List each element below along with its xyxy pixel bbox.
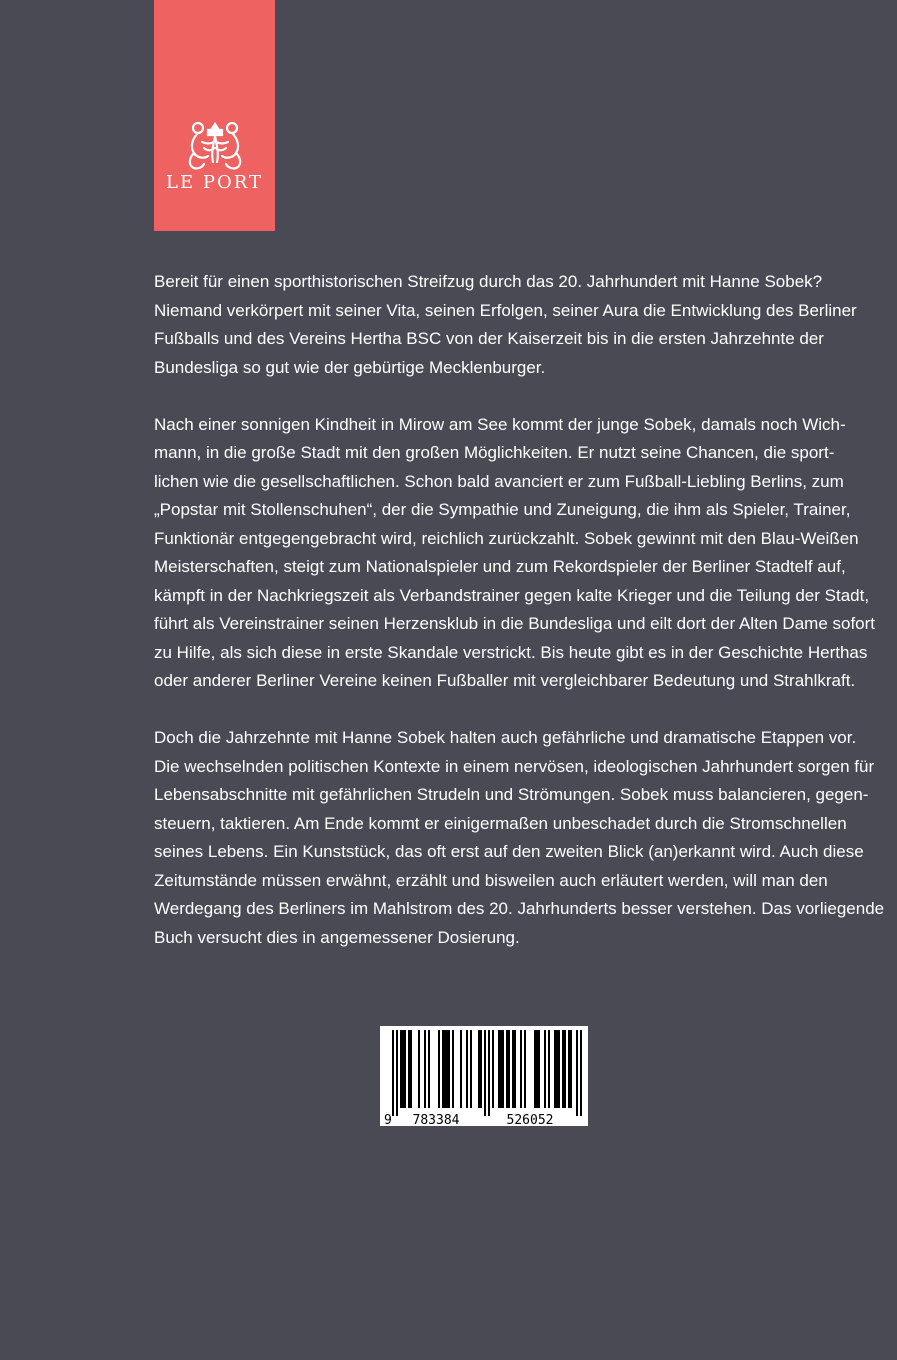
barcode-bar <box>408 1030 410 1108</box>
barcode-bar <box>576 1030 578 1116</box>
publisher-name: LE PORT <box>166 172 263 193</box>
blurb-line: Bundesliga so gut wie der gebürtige Mecklenburger. <box>154 357 546 377</box>
barcode-bar <box>410 1030 412 1108</box>
blurb-line: Lebensabschnitte mit gefährlichen Strudeln und Strömungen. Sobek muss balancieren, gegen- <box>154 785 869 804</box>
barcode-bar <box>534 1030 536 1108</box>
publisher-logo <box>154 0 275 231</box>
barcode-bar <box>506 1030 508 1108</box>
barcode-bar <box>424 1030 426 1108</box>
barcode-graphic <box>380 1026 588 1126</box>
barcode-bar <box>544 1030 546 1108</box>
barcode-bar <box>514 1030 516 1108</box>
barcode-bar <box>558 1030 560 1108</box>
barcode-bar <box>554 1030 556 1108</box>
barcode-bar <box>452 1030 454 1108</box>
barcode-bar <box>492 1030 494 1108</box>
back-cover-blurb <box>154 268 894 981</box>
blurb-paragraph-3 <box>154 724 894 952</box>
barcode-bar <box>488 1030 490 1116</box>
blurb-line: Nach einer sonnigen Kindheit in Mirow am See kommt der junge Sobek, damals noch Wich- <box>154 414 846 434</box>
barcode-bars <box>392 1030 582 1116</box>
blurb-line: Fußballs und des Vereins Hertha BSC von der Kaiserzeit bis in die ersten Jahrzehnte der <box>154 329 824 348</box>
blurb-line: mann, in die große Stadt mit den großen Möglichkeiten. Er nutzt seine Chancen, die sport- <box>154 443 835 462</box>
barcode-bar <box>524 1030 526 1108</box>
barcode-bar <box>446 1030 448 1108</box>
barcode-bar <box>418 1030 420 1108</box>
barcode-bar <box>564 1030 566 1108</box>
blurb-line: Buch versucht dies in angemessener Dosierung. <box>154 927 520 947</box>
blurb-line: „Popstar mit Stollenschuhen“, der die Sympathie und Zuneigung, die ihm als Spieler, Trainer, <box>154 500 851 519</box>
twin-mermaid-crown-icon <box>184 118 246 172</box>
blurb-line: führt als Vereinstrainer seinen Herzensklub in die Bundesliga und eilt dort der Alten Dame sofort <box>154 614 876 633</box>
barcode-bar <box>448 1030 450 1108</box>
barcode-bar <box>568 1030 570 1108</box>
barcode-left-digits: 783384 <box>412 1113 460 1126</box>
barcode-bar <box>480 1030 482 1108</box>
barcode-bar <box>402 1030 404 1108</box>
barcode-bar <box>438 1030 440 1108</box>
barcode-bar <box>428 1030 430 1108</box>
blurb-line: Niemand verkörpert mit seiner Vita, seinen Erfolgen, seiner Aura die Entwicklung des Berliner <box>154 300 857 320</box>
barcode-bar <box>484 1030 486 1116</box>
blurb-line: Bereit für einen sporthistorischen Streifzug durch das 20. Jahrhundert mit Hanne Sobek? <box>154 272 823 291</box>
blurb-line: kämpft in der Nachkriegszeit als Verbandstrainer gegen kalte Krieger und die Teilung der Stadt, <box>154 585 870 605</box>
barcode-bar <box>392 1030 394 1116</box>
blurb-line: Die wechselnden politischen Kontexte in einem nervösen, ideologischen Jahrhundert sorgen für <box>154 756 875 776</box>
barcode-bar <box>444 1030 446 1108</box>
barcode-bar <box>460 1030 462 1108</box>
barcode-bar <box>442 1030 444 1108</box>
barcode-bar <box>500 1030 502 1108</box>
barcode-bar <box>466 1030 468 1108</box>
blurb-line: steuern, taktieren. Am Ende kommt er einigermaßen unbeschadet durch die Stromschnellen <box>154 813 847 833</box>
barcode-bar <box>580 1030 582 1116</box>
blurb-line: Zeitumstände müssen erwähnt, erzählt und bisweilen auch erläutert werden, will man den <box>154 870 828 890</box>
barcode-bar <box>548 1030 550 1108</box>
blurb-line: oder anderer Berliner Vereine keinen Fußballer mit vergleichbarer Bedeutung und Strahlkraft. <box>154 671 856 690</box>
barcode-bar <box>502 1030 504 1108</box>
barcode-bar <box>508 1030 510 1108</box>
blurb-paragraph-1 <box>154 268 894 382</box>
barcode-bar <box>536 1030 538 1108</box>
barcode-bar <box>470 1030 472 1108</box>
isbn-barcode <box>380 1026 588 1126</box>
barcode-bar <box>512 1030 514 1108</box>
barcode-bar <box>498 1030 500 1108</box>
barcode-bar <box>556 1030 558 1108</box>
barcode-bar <box>520 1030 522 1108</box>
barcode-bar <box>396 1030 398 1116</box>
blurb-line: Funktionär entgegengebracht wird, reichlich zurückzahlt. Sobek gewinnt mit den Blau-Weißen <box>154 528 859 548</box>
barcode-bar <box>562 1030 564 1108</box>
barcode-bar <box>570 1030 572 1108</box>
barcode-bar <box>478 1030 480 1108</box>
blurb-paragraph-2 <box>154 411 894 696</box>
barcode-first-digit: 9 <box>384 1113 392 1126</box>
barcode-bar <box>404 1030 406 1108</box>
barcode-bar <box>538 1030 540 1108</box>
blurb-line: Meisterschaften, steigt zum Nationalspieler und zum Rekordspieler der Berliner Stadtelf auf, <box>154 557 846 576</box>
barcode-bar <box>400 1030 402 1108</box>
blurb-line: Werdegang des Berliners im Mahlstrom des 20. Jahrhunderts besser verstehen. Das vorliegende <box>154 899 885 918</box>
blurb-line: lichen wie die gesellschaftlichen. Schon bald avanciert er zum Fußball-Liebling Berlins, zum <box>154 471 844 491</box>
blurb-line: seines Lebens. Ein Kunststück, das oft erst auf den zweiten Blick (an)erkannt wird. Auch diese <box>154 842 864 861</box>
blurb-line: Doch die Jahrzehnte mit Hanne Sobek halten auch gefährliche und dramatische Etappen vor. <box>154 728 857 747</box>
barcode-right-digits: 526052 <box>506 1113 554 1126</box>
blurb-line: zu Hilfe, als sich diese in erste Skandale verstrickt. Bis heute gibt es in der Geschichte Herthas <box>154 642 868 662</box>
